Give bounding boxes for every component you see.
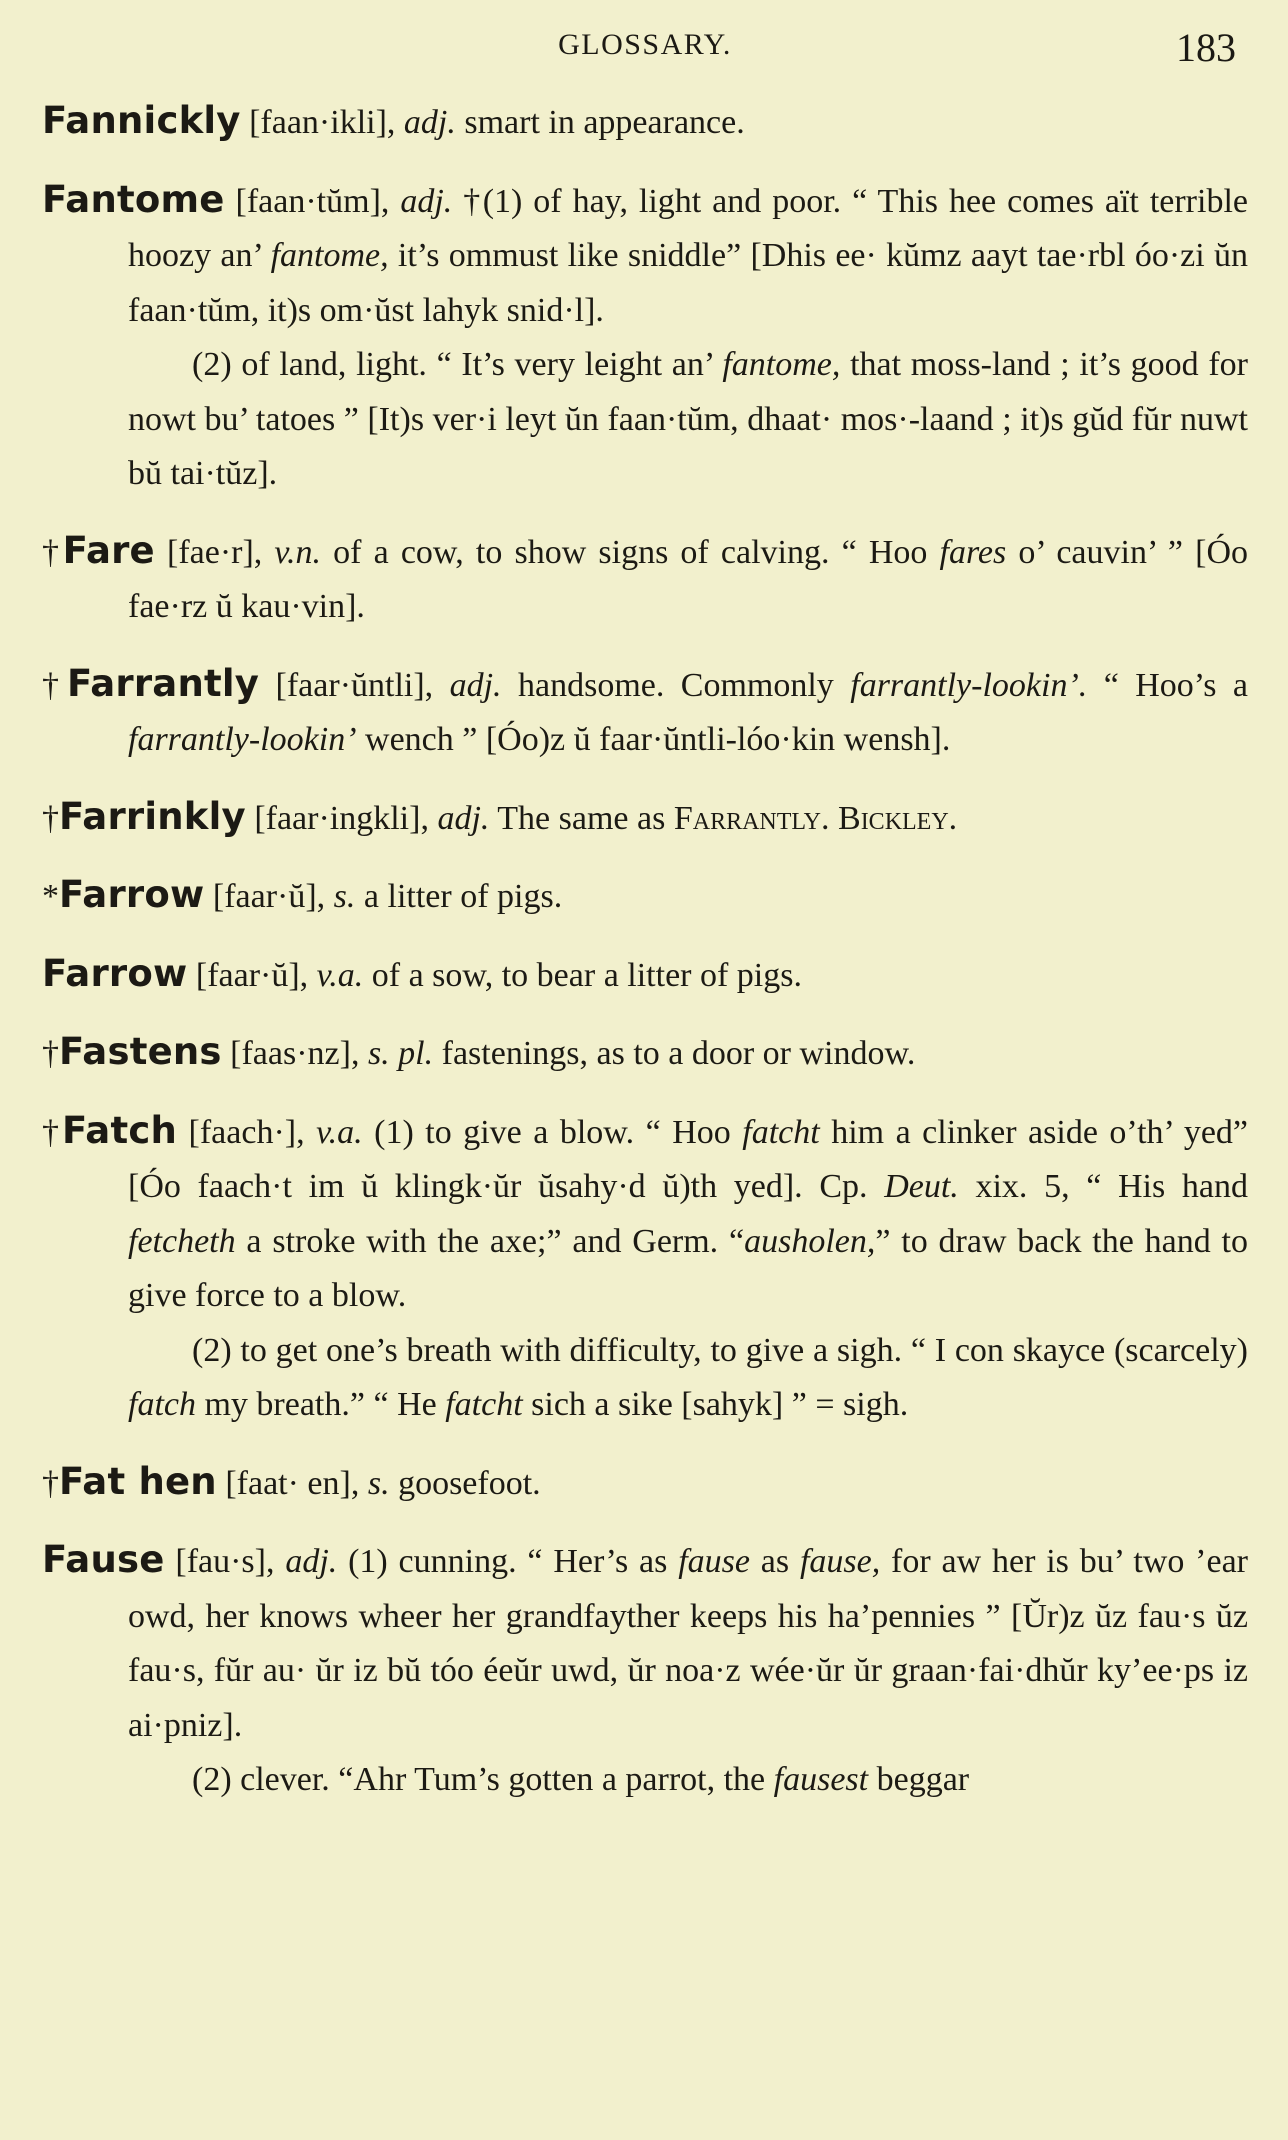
- italic-text: adj.: [449, 666, 502, 704]
- text-run: (1) to give a blow. “ Hoo: [362, 1113, 743, 1151]
- entry-definition: [42, 1025, 1248, 1082]
- entry-sense: [128, 1753, 1248, 1808]
- headword: Fatch: [62, 1108, 178, 1152]
- text-run: of a sow, to bear a litter of pigs.: [363, 956, 802, 994]
- entry-mark: *: [42, 878, 59, 915]
- entry-definition: [42, 790, 1248, 847]
- entry-mark: †: [42, 799, 59, 837]
- text-run: xix. 5, “ His hand: [958, 1168, 1248, 1205]
- text-run: ” to draw back the hand to give force to a blow.: [128, 1222, 1248, 1314]
- entry-definition: [42, 1455, 1248, 1512]
- headword: Farrinkly: [59, 794, 246, 838]
- glossary-entry: [42, 1025, 1248, 1082]
- text-run: that moss-land ; it’s good for nowt bu’ tatoes ” [It)s ver·i leyt ŭn faan·tŭm, dhaat· mos·-laand ; it)s gŭd fŭr nuwt bŭ tai·tŭz].: [128, 346, 1248, 492]
- text-run: [faar·ŭ],: [204, 878, 334, 915]
- italic-text: fatcht: [445, 1386, 523, 1423]
- text-run: [fau·s],: [164, 1543, 286, 1580]
- italic-text: s.: [367, 1464, 390, 1502]
- text-run: goosefoot.: [389, 1464, 541, 1502]
- italic-text: fatcht: [742, 1113, 820, 1151]
- italic-text: fausest: [773, 1761, 869, 1798]
- glossary-entry: [42, 1455, 1248, 1512]
- italic-text: adj.: [285, 1543, 338, 1580]
- italic-text: s. pl.: [367, 1035, 434, 1072]
- text-run: it’s ommust like sniddle” [Dhis ee· kŭmz aayt tae·rbl óo·zi ŭn faan·tŭm, it)s om·ŭst lahyk snid·l].: [128, 237, 1248, 329]
- headword: Farrow: [42, 951, 188, 995]
- entry-mark: †: [42, 533, 63, 571]
- text-run: a stroke with the axe;” and Germ. “: [235, 1222, 745, 1260]
- text-run: (1) cunning. “ Her’s as: [337, 1543, 679, 1580]
- headword: Fat hen: [59, 1459, 217, 1503]
- headword: Fare: [62, 528, 155, 572]
- text-run: [faar·ŭntli],: [259, 666, 450, 704]
- italic-text: adj.: [437, 799, 490, 837]
- entry-sense: [128, 1324, 1248, 1433]
- italic-text: adj.: [403, 104, 456, 141]
- glossary-entry: [42, 657, 1248, 768]
- italic-text: farrantly-lookin’.: [850, 666, 1088, 704]
- headword: Farrantly: [66, 661, 260, 705]
- text-run: [faat· en],: [216, 1464, 368, 1502]
- italic-text: fetcheth: [128, 1222, 236, 1260]
- text-run: The same as: [489, 799, 674, 837]
- text-run: a litter of pigs.: [355, 878, 563, 915]
- text-run: [830, 800, 839, 837]
- headword: Fause: [42, 1538, 165, 1581]
- headword: Fantome: [42, 177, 225, 221]
- headword: Fannickly: [42, 99, 241, 142]
- italic-text: v.a.: [316, 1113, 363, 1151]
- text-run: sich a sike [sahyk] ” = sigh.: [522, 1386, 909, 1423]
- entry-definition: [42, 868, 1248, 925]
- glossary-entry: [42, 94, 1248, 151]
- italic-text: fause,: [799, 1543, 881, 1580]
- text-run: fastenings, as to a door or window.: [433, 1035, 916, 1072]
- entry-definition: [42, 524, 1248, 635]
- glossary-entry: [42, 947, 1248, 1004]
- italic-text: fares: [939, 533, 1007, 571]
- text-run: [faar·ŭ],: [187, 956, 317, 994]
- text-run: (2) clever. “Ahr Tum’s gotten a parrot, the: [192, 1761, 774, 1798]
- text-run: him a clinker aside o’th’ yed” [Óo faach·t im ŭ klingk·ŭr ŭsahy·d ŭ)th yed]. Cp.: [128, 1113, 1249, 1205]
- italic-text: fause: [678, 1543, 750, 1580]
- entry-mark: †: [42, 1464, 59, 1502]
- glossary-entry: [42, 173, 1248, 502]
- text-run: beggar: [868, 1761, 970, 1798]
- text-run: of a cow, to show signs of calving. “ Hoo: [321, 533, 940, 571]
- text-run: [fae·r],: [154, 533, 275, 571]
- headword: Fastens: [59, 1030, 222, 1073]
- italic-text: farrantly-lookin’: [128, 721, 357, 758]
- text-run: for aw her is bu’ two ’ear owd, her knows wheer her grandfayther keeps his ha’pennies ” [Ŭr)z ŭz fau·s ŭz fau·s, fŭr au· ŭr iz bŭ tóo éeŭr uwd, ŭr noa·z wée·ŭr ŭr graan·fai·dhŭr ky’ee·ps iz ai·pniz].: [128, 1543, 1248, 1744]
- italic-text: v.a.: [316, 956, 364, 994]
- glossary-entry: [42, 524, 1248, 635]
- text-run: [faach·],: [177, 1113, 317, 1151]
- text-run: †(1) of hay, light and poor. “ This hee comes aït terrible hoozy an’: [128, 182, 1248, 274]
- italic-text: v.n.: [274, 533, 321, 571]
- text-run: smart in appearance.: [455, 104, 745, 141]
- italic-text: fatch: [128, 1386, 196, 1423]
- text-run: (2) of land, light. “ It’s very leight an’: [192, 346, 723, 383]
- text-run: “ Hoo’s a: [1087, 666, 1248, 704]
- page-header: [42, 24, 1248, 94]
- entry-definition: [42, 947, 1248, 1004]
- entry-definition: [42, 1533, 1248, 1753]
- page-number: 183: [1176, 25, 1236, 70]
- text-run: [faan·ikli],: [240, 104, 404, 141]
- italic-text: fantome,: [722, 346, 841, 383]
- entry-mark: †: [42, 1113, 62, 1151]
- entry-definition: [42, 1104, 1249, 1324]
- text-run: wench ” [Óo)z ŭ faar·ŭntli-lóo·kin wensh].: [356, 721, 951, 758]
- entry-mark: †: [42, 1035, 59, 1072]
- italic-text: Deut.: [884, 1168, 959, 1205]
- text-run: handsome. Commonly: [501, 666, 851, 704]
- glossary-entries: [42, 94, 1248, 1808]
- entry-definition: [42, 657, 1248, 768]
- text-run: [faas·nz],: [221, 1035, 368, 1072]
- glossary-entry: [42, 1533, 1248, 1808]
- entry-definition: [42, 173, 1248, 339]
- text-run: o’ cauvin’ ” [Óo fae·rz ŭ kau·vin].: [128, 533, 1248, 625]
- italic-text: s.: [333, 878, 356, 915]
- text-run: (2) to get one’s breath with difficulty, to give a sigh. “ I con skayce (scarcely): [192, 1331, 1248, 1369]
- glossary-entry: [42, 868, 1248, 925]
- running-title: GLOSSARY.: [558, 28, 732, 61]
- entry-mark: †: [42, 666, 67, 704]
- entry-definition: [42, 94, 1248, 151]
- glossary-entry: [42, 1104, 1248, 1433]
- text-run: [faar·ingkli],: [245, 799, 438, 837]
- italic-text: ausholen,: [744, 1222, 876, 1260]
- text-run: my breath.” “ He: [195, 1386, 446, 1423]
- glossary-entry: [42, 790, 1248, 847]
- small-caps-text: Farrantly.: [673, 799, 830, 837]
- entry-sense: [128, 338, 1248, 502]
- small-caps-text: Bickley.: [838, 799, 958, 837]
- text-run: as: [749, 1543, 800, 1580]
- headword: Farrow: [59, 873, 205, 916]
- italic-text: fantome,: [270, 237, 389, 274]
- text-run: [faan·tŭm],: [224, 182, 401, 220]
- italic-text: adj.: [400, 182, 453, 220]
